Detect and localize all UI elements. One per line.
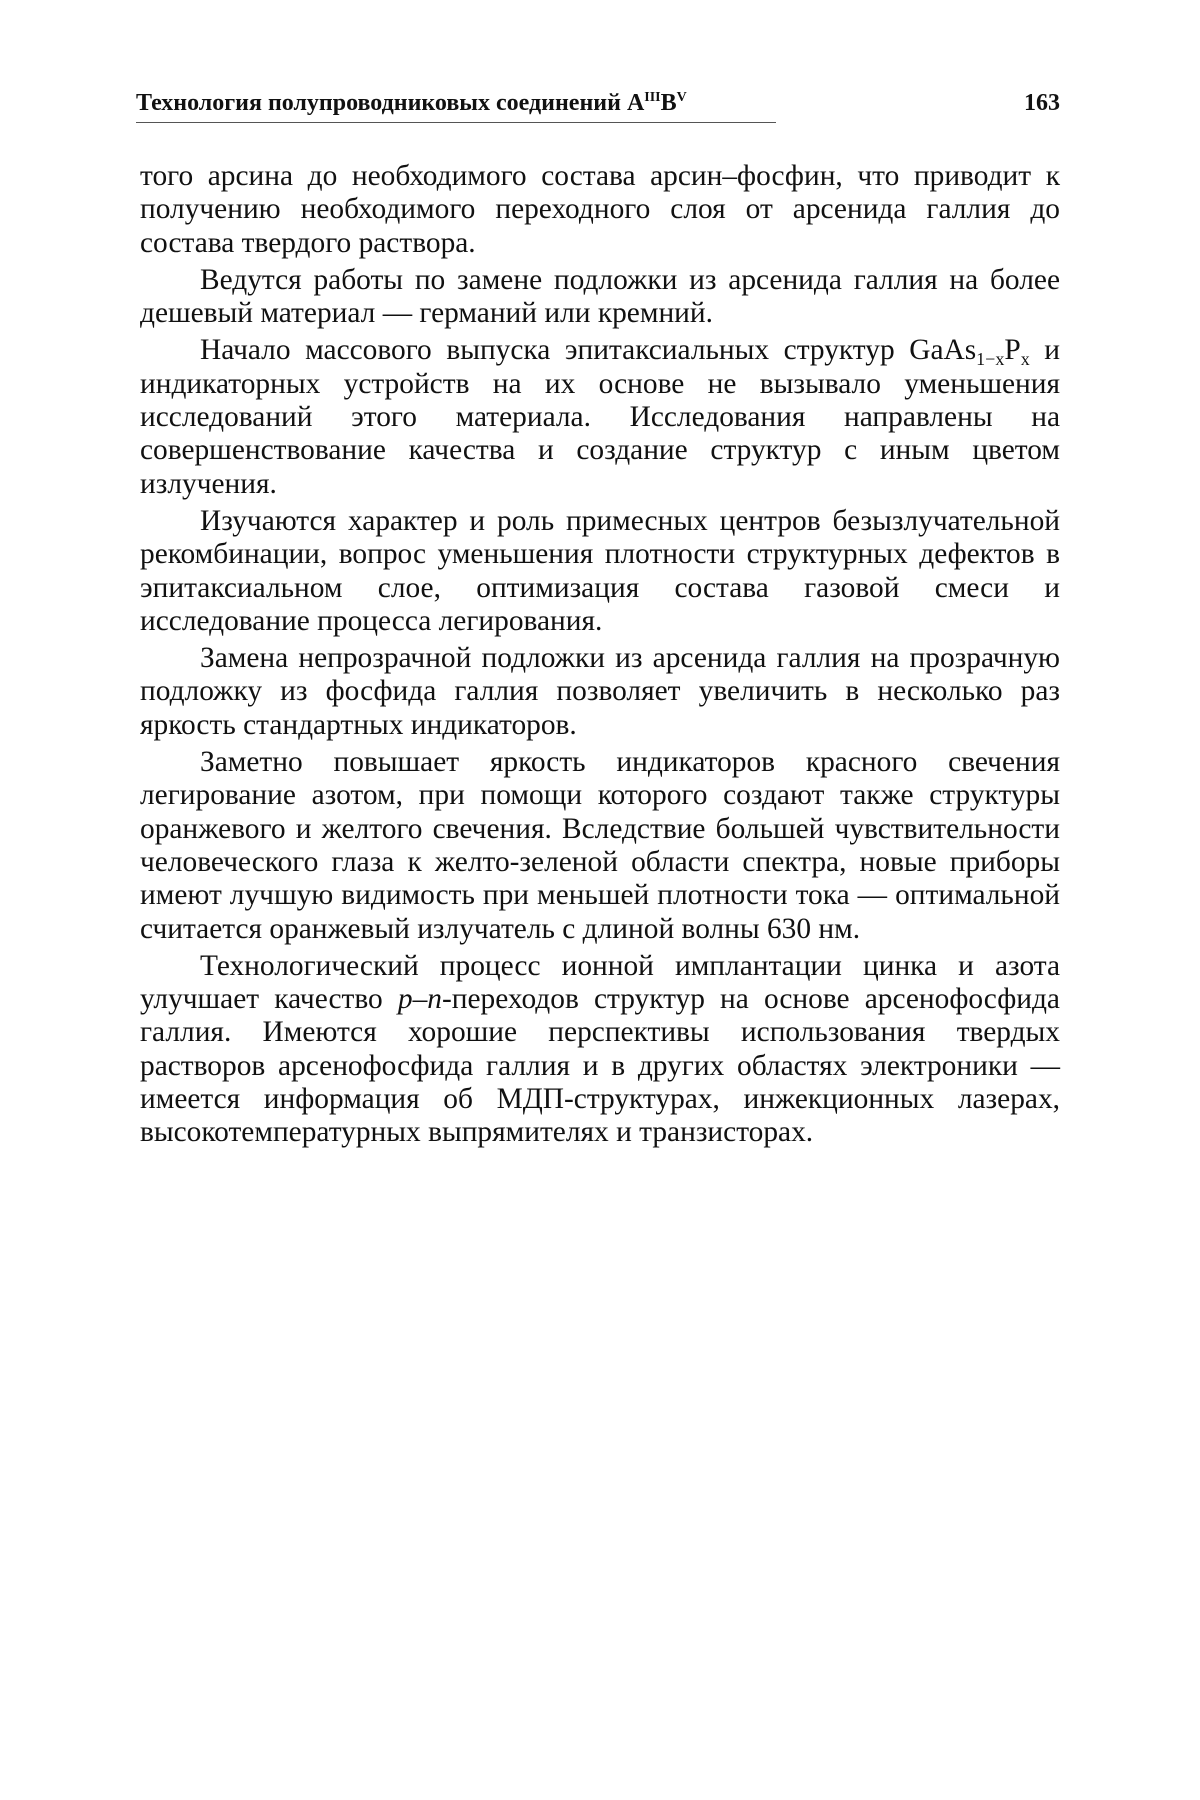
paragraph-3-end: и индикаторных устройств на их основе не вызывало уменьшения исследований этого материала. Исследования направлены на совершенствование качества и создание структур с иным цветом излучения. [140, 334, 1061, 500]
paragraph-2: Ведутся работы по замене подложки из арсенида галлия на более дешевый материал — германий или кремний. [140, 263, 1060, 330]
subscript-1-x: 1−x [976, 349, 1005, 370]
paragraph-7-end: -переходов структур на основе арсенофосфида галлия. Имеются хорошие перспективы использования твердых растворов арсенофосфида галлия и в других областях электроники — имеется информация об МДП-структурах, инжекционных лазерах, высокотемпературных выпрямителях и транзисторах. [140, 983, 1060, 1149]
running-title-b: B [660, 90, 677, 116]
running-title-text: Технология полупроводниковых соединений A [136, 90, 645, 116]
subscript-x: x [1020, 349, 1030, 370]
formula-p: P [1004, 334, 1021, 367]
running-title [136, 90, 687, 117]
paragraph-5: Замена непрозрачной подложки из арсенида галлия на прозрачную подложку из фосфида галлия позволяет увеличить в несколько раз яркость стандартных индикаторов. [140, 642, 1060, 741]
header-rule [136, 122, 776, 123]
running-head [136, 86, 1060, 126]
paragraph-1: того арсина до необходимого состава арсин–фосфин, что приводит к получению необходимого переходного слоя от арсенида галлия до состава твердого раствора. [140, 160, 1060, 259]
paragraph-6: Заметно повышает яркость индикаторов красного свечения легирование азотом, при помощи которого создают также структуры оранжевого и желтого свечения. Вследствие большей чувствительности человеческого глаза к желто-зеленой области спектра, новые приборы имеют лучшую видимость при меньшей плотности тока — оптимальной считается оранжевый излучатель с длиной волны 630 нм. [140, 746, 1060, 945]
pn-junction-term: p–n [397, 983, 442, 1016]
superscript-iii: III [644, 90, 661, 105]
paragraph-3 [140, 334, 1060, 500]
body-text [140, 160, 1060, 1154]
superscript-v: V [676, 90, 687, 105]
paragraph-3-start: Начало массового выпуска эпитаксиальных структур GaAs [200, 334, 977, 367]
page-number: 163 [1024, 90, 1060, 116]
paragraph-7 [140, 950, 1060, 1150]
paragraph-4: Изучаются характер и роль примесных центров безызлучательной рекомбинации, вопрос уменьшения плотности структурных дефектов в эпитаксиальном слое, оптимизация состава газовой смеси и исследование процесса легирования. [140, 504, 1060, 637]
paragraph-7-start: Технологический процесс ионной имплантации цинка и азота улучшает качество [140, 949, 1060, 1016]
